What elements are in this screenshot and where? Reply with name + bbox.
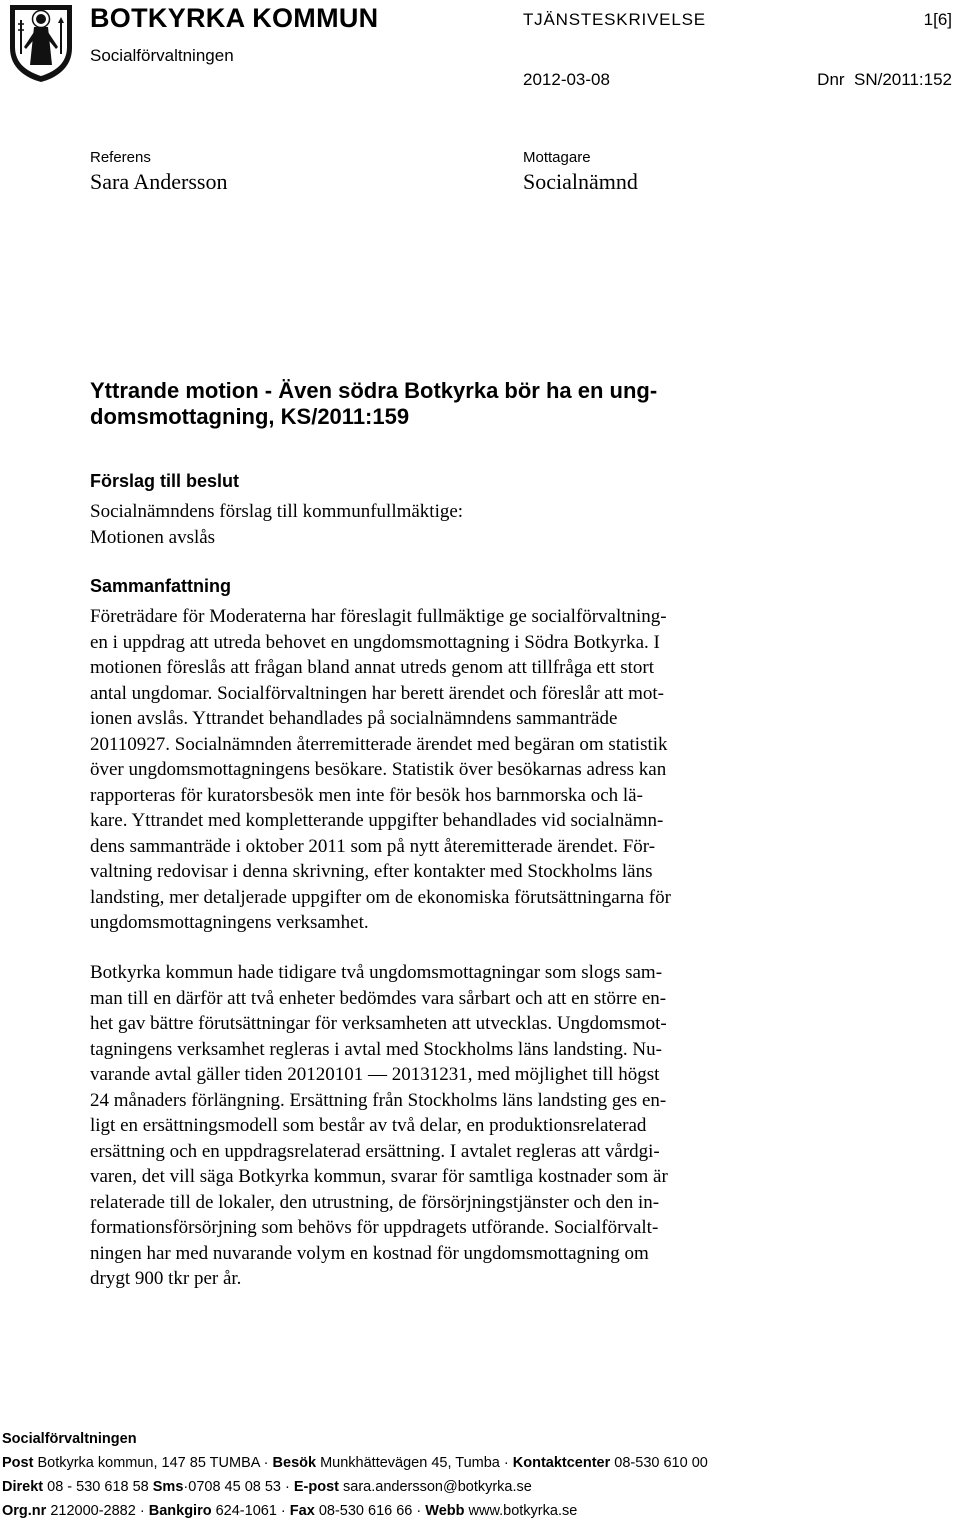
paragraph-line: 24 månaders förlängning. Ersättning från Stockholms läns landsting ges en-	[90, 1089, 667, 1111]
web-value[interactable]: www.botkyrka.se	[468, 1503, 578, 1519]
visit-value: Munkhättevägen 45, Tumba	[320, 1455, 500, 1471]
separator-dot: ·	[503, 1455, 509, 1471]
separator-dot: ·	[183, 1479, 189, 1495]
email-value[interactable]: sara.andersson@botkyrka.se	[343, 1479, 532, 1495]
paragraph-line: ningen har med nuvarande volym en kostnad för ungdomsmottagning om	[90, 1242, 649, 1264]
direct-label: Direkt	[2, 1479, 44, 1495]
paragraph-line: valtning redovisar i denna skrivning, efter kontakter med Stockholms läns	[90, 861, 653, 882]
proposal-text	[90, 499, 890, 550]
separator-dot: ·	[416, 1503, 422, 1519]
paragraph-line: Botkyrka kommun hade tidigare två ungdomsmottagningar som slogs sam-	[90, 962, 663, 983]
title-line: Yttrande motion - Även södra Botkyrka bör ha en ung-	[90, 378, 658, 403]
sms-label: Sms	[152, 1479, 184, 1495]
email-label: E-post	[293, 1479, 339, 1495]
fax-label: Fax	[289, 1503, 315, 1519]
proposal-line: Motionen avslås	[90, 526, 216, 548]
orgnr-value: 212000-2882	[50, 1503, 136, 1519]
paragraph-line: man till en därför att två enheter bedömdes vara sårbart och att en större en-	[90, 987, 667, 1009]
paragraph-line: ersättning och en uppdragsrelaterad ersättning. I avtalet regleras att vårdgi-	[90, 1140, 660, 1162]
recipient-label: Mottagare	[523, 149, 591, 166]
title-line: domsmottagning, KS/2011:159	[90, 404, 410, 429]
separator-dot: ·	[263, 1455, 269, 1471]
paragraph-line: varen, det vill säga Botkyrka kommun, svarar för samtliga kostnader som är	[90, 1166, 668, 1187]
paragraph-line: relaterade till de lokaler, den utrustning, de försörjningstjänster och den in-	[90, 1191, 660, 1213]
fax-value: 08-530 616 66	[318, 1503, 413, 1519]
footer-org: Socialförvaltningen	[2, 1431, 137, 1447]
paragraph-line: drygt 900 tkr per år.	[90, 1268, 242, 1289]
paragraph-line: varande avtal gäller tiden 20120101 — 20131231, med möjlighet till högst	[90, 1064, 660, 1085]
reference-label: Referens	[90, 149, 151, 166]
paragraph-line: het gav bättre förutsättningar för verksamheten att utvecklas. Ungdomsmot-	[90, 1013, 667, 1034]
footer-line-org	[2, 1502, 952, 1526]
sms-value: 0708 45 08 53	[188, 1479, 281, 1495]
bankgiro-label: Bankgiro	[148, 1503, 212, 1519]
paragraph-line: ungdomsmottagningens verksamhet.	[90, 912, 369, 933]
paragraph-line: över ungdomsmottagningens besökare. Statistik över besökarnas adress kan	[90, 759, 667, 780]
body-paragraph	[90, 960, 950, 1292]
recipient-value: Socialnämnd	[523, 169, 638, 194]
paragraph-line: motionen föreslås att frågan bland annat utreds genom att tillfråga ett stort	[90, 657, 655, 678]
footer-line-address	[2, 1454, 952, 1478]
paragraph-line: dens sammanträde i oktober 2011 som på nytt återemitterade ärendet. För-	[90, 835, 656, 857]
paragraph-line: ligt en ersättningsmodell som består av två delar, en produktionsrelaterad	[90, 1115, 647, 1136]
paragraph-line: Företrädare för Moderaterna har föreslagit fullmäktige ge socialförvaltning-	[90, 606, 667, 627]
paragraph-line: 20110927. Socialnämnden återremitterade ärendet med begäran om statistik	[90, 733, 668, 755]
footer-line-contact	[2, 1478, 952, 1502]
summary-heading: Sammanfattning	[90, 576, 232, 596]
paragraph-line: antal ungdomar. Socialförvaltningen har berett ärendet och föreslår att mot-	[90, 682, 665, 704]
document-type: TJÄNSTESKRIVELSE	[523, 10, 706, 29]
coat-of-arms-icon	[6, 2, 76, 84]
paragraph-line: landsting, mer detaljerade uppgifter om de ekonomiska förutsättningarna för	[90, 886, 671, 908]
reference-value: Sara Andersson	[90, 169, 228, 194]
paragraph-line: rapporteras för kuratorsbesök men inte för besök hos barnmorska och lä-	[90, 784, 643, 806]
paragraph-line: kare. Yttrandet med kompletterande uppgifter behandlades vid socialnämn-	[90, 810, 664, 831]
footer	[2, 1430, 952, 1526]
separator-dot: ·	[139, 1503, 145, 1519]
bankgiro-value: 624-1061	[215, 1503, 277, 1519]
proposal-heading: Förslag till beslut	[90, 471, 240, 491]
visit-label: Besök	[272, 1455, 317, 1471]
contact-label: Kontaktcenter	[512, 1455, 611, 1471]
web-label: Webb	[425, 1503, 465, 1519]
separator-dot: ·	[285, 1479, 290, 1495]
direct-value: 08 - 530 618 58	[47, 1479, 149, 1495]
proposal-line: Socialnämndens förslag till kommunfullmäktige:	[90, 501, 464, 522]
document-title	[90, 378, 830, 430]
document-date: 2012-03-08	[523, 70, 610, 89]
brand-department: Socialförvaltningen	[90, 46, 234, 65]
summary-paragraph	[90, 604, 950, 936]
paragraph-line: tagningens verksamhet regleras i avtal med Stockholms läns landsting. Nu-	[90, 1038, 662, 1060]
paragraph-line: formationsförsörjning som behövs för uppdragets utförande. Socialförvalt-	[90, 1217, 659, 1238]
brand-name: BOTKYRKA KOMMUN	[90, 3, 379, 33]
post-label: Post	[2, 1455, 34, 1471]
paragraph-line: ionen avslås. Yttrandet behandlades på socialnämndens sammanträde	[90, 708, 618, 729]
paragraph-line: en i uppdrag att utreda behovet en ungdomsmottagning i Södra Botkyrka. I	[90, 631, 660, 653]
post-value: Botkyrka kommun, 147 85 TUMBA	[37, 1455, 260, 1471]
page-number: 1[6]	[923, 10, 952, 29]
orgnr-label: Org.nr	[2, 1503, 47, 1519]
separator-dot: ·	[280, 1503, 286, 1519]
document-dnr: Dnr SN/2011:152	[817, 70, 952, 89]
contact-value: 08-530 610 00	[614, 1455, 708, 1471]
